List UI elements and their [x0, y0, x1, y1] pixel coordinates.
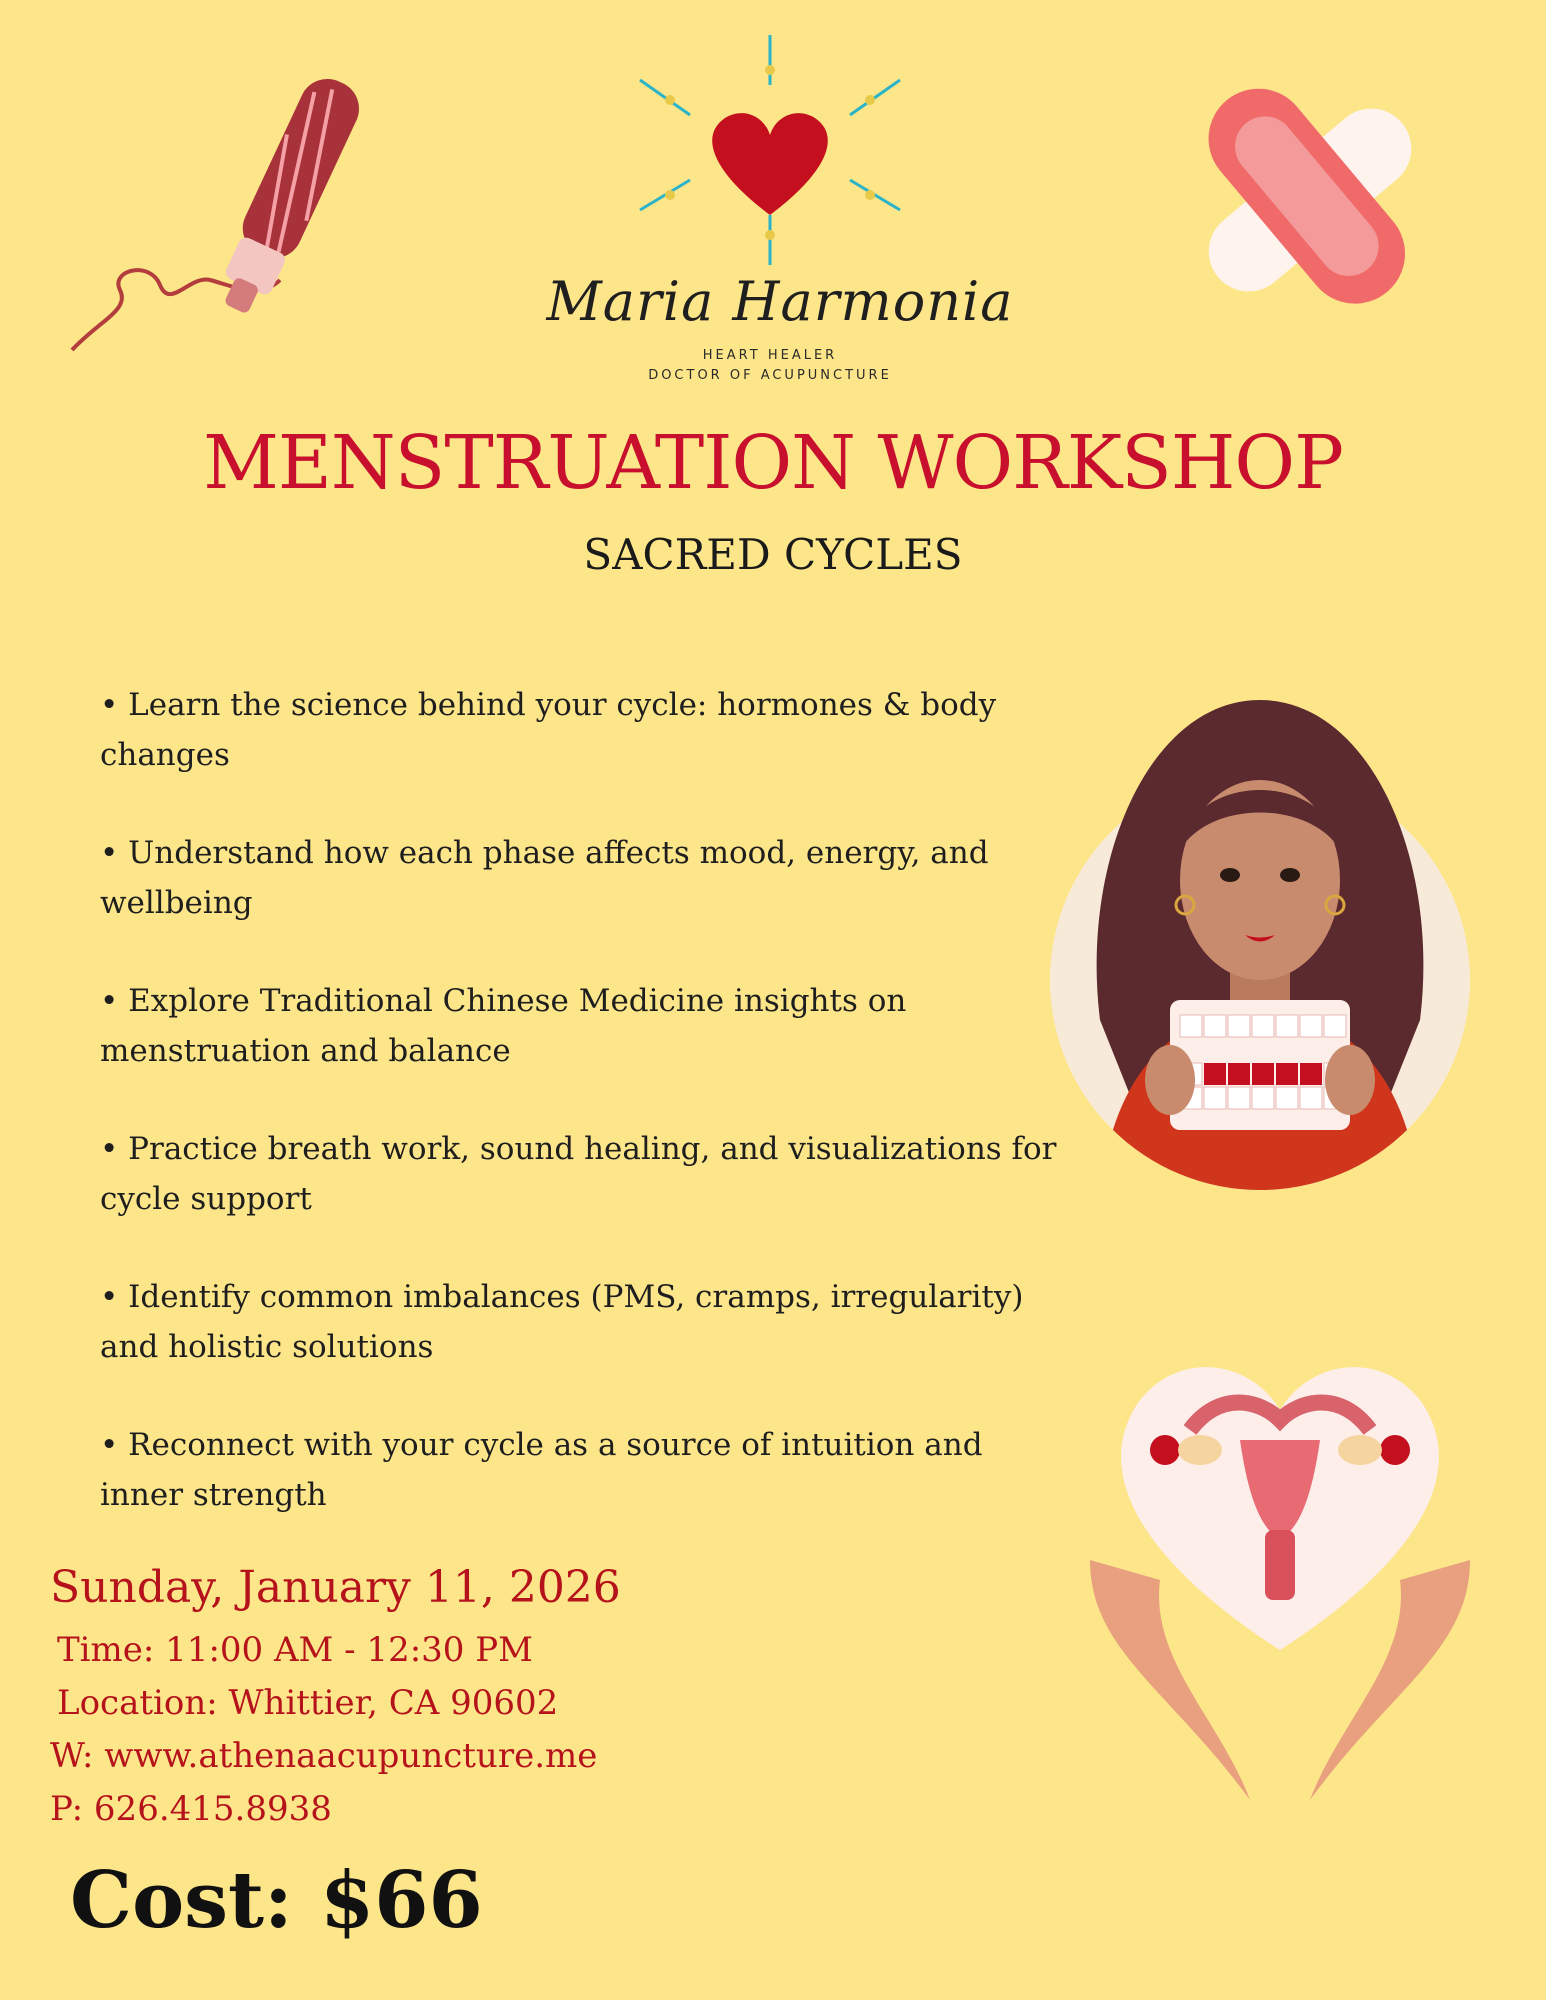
- list-item: • Identify common imbalances (PMS, cramps, irregularity) and holistic solutions: [100, 1279, 1024, 1365]
- list-item: • Practice breath work, sound healing, and visualizations for cycle support: [100, 1131, 1057, 1217]
- logo-script-name: Maria Harmonia: [546, 270, 1014, 333]
- tampon-icon: [60, 50, 380, 370]
- event-cost: Cost: $66: [70, 1855, 483, 1946]
- uterus-heart-illustration: [1070, 1300, 1490, 1820]
- sanitary-pad-icon: [1170, 60, 1450, 330]
- list-item: • Learn the science behind your cycle: hormones & body changes: [100, 687, 997, 773]
- logo-tagline-1: HEART HEALER: [702, 348, 838, 363]
- event-phone[interactable]: P: 626.415.8938: [50, 1789, 332, 1829]
- event-location: Location: Whittier, CA 90602: [57, 1683, 559, 1723]
- page-title: MENSTRUATION WORKSHOP: [203, 420, 1343, 506]
- list-item: • Explore Traditional Chinese Medicine insights on menstruation and balance: [100, 983, 907, 1069]
- event-website[interactable]: W: www.athenaacupuncture.me: [50, 1736, 598, 1776]
- bullet-list: [100, 680, 1060, 1568]
- event-date: Sunday, January 11, 2026: [50, 1562, 621, 1613]
- event-time: Time: 11:00 AM - 12:30 PM: [57, 1630, 533, 1670]
- list-item: • Reconnect with your cycle as a source of intuition and inner strength: [100, 1427, 983, 1513]
- page-subtitle: SACRED CYCLES: [583, 530, 963, 579]
- heart-logo-icon: [620, 30, 920, 270]
- list-item: • Understand how each phase affects mood, energy, and wellbeing: [100, 835, 989, 921]
- woman-calendar-illustration: [1040, 680, 1480, 1200]
- logo-tagline-2: DOCTOR OF ACUPUNCTURE: [648, 368, 892, 383]
